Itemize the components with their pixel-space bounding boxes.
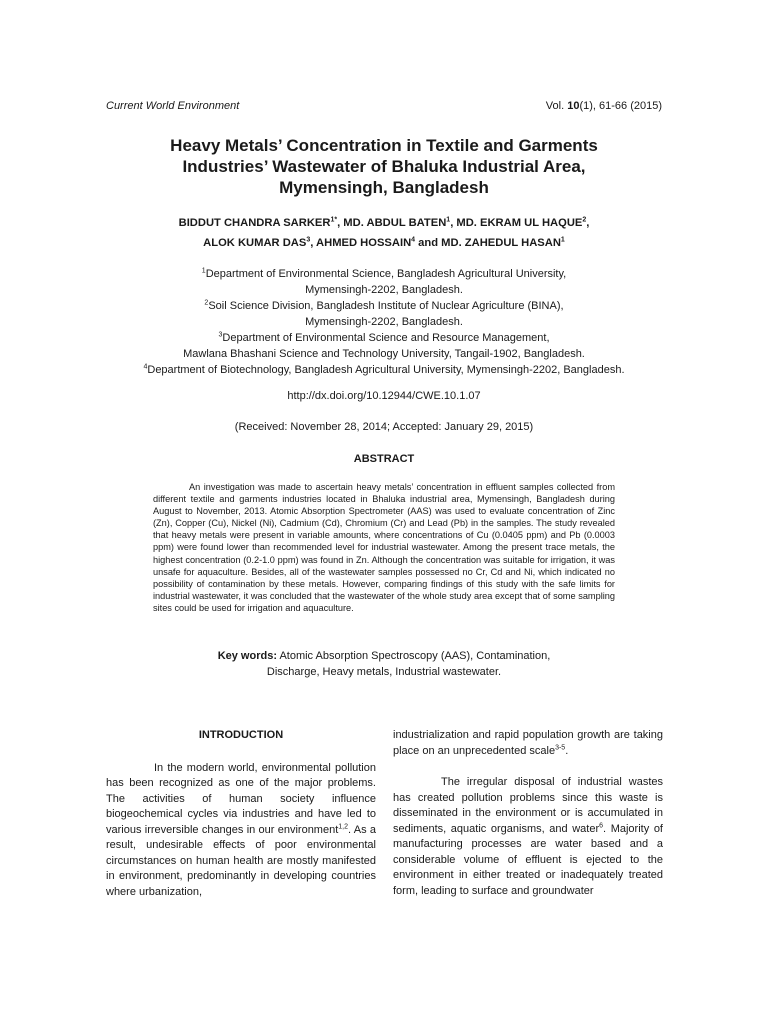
abstract-heading: ABSTRACT bbox=[353, 453, 415, 465]
volume-info bbox=[546, 100, 662, 112]
author-name: , MD. EKRAM UL HAQUE bbox=[450, 217, 583, 229]
keywords-line bbox=[200, 648, 568, 664]
author-separator: , bbox=[586, 217, 590, 229]
author-name: BIDDUT CHANDRA SARKER bbox=[178, 217, 331, 229]
abstract-text: An investigation was made to ascertain heavy metals’ concentration in effluent samples collected from different textile and garments industries located in Bhaluka industrial area, Mymensingh, Bangladesh during August to November, 2013. Atomic Absorption Spectrometer (AAS) was used to evaluate concentration of Zinc (Zn), Copper (Cu), Nickel (Ni), Cadmium (Cd), Chromium (Cr) and Lead (Pb) in the samples. The study revealed that heavy metals were present in variable amounts, where concentrations of Cu (0.0405 ppm) and Pb (0.0003 ppm) were found lower than recommended level for industrial wastewater. Among the present trace metals, the highest concentration (0.2-1.0 ppm) was found in Zn. Although the concentration was suitable for irrigation, it was unsafe for aquaculture. Besides, all of the wastewater samples possessed no Cr, Cd and Ni, which indicated no possibility of contamination by these metals. However, comparing findings of this study with the safe limits for industrial wastewater, it was concluded that the wastewater of the whole study area except that of some sampling sites could be used for irrigation and aquaculture. bbox=[153, 482, 615, 613]
doi-link[interactable]: http://dx.doi.org/10.12944/CWE.10.1.07 bbox=[287, 390, 481, 402]
paragraph-text: . bbox=[565, 744, 569, 757]
paragraph-gap bbox=[393, 759, 663, 775]
introduction-heading: INTRODUCTION bbox=[198, 729, 284, 741]
title-line: Mymensingh, Bangladesh bbox=[279, 178, 489, 197]
affiliation-mark: 1 bbox=[201, 267, 206, 275]
author-name: , AHMED HOSSAIN bbox=[310, 237, 412, 249]
keywords-text: Atomic Absorption Spectroscopy (AAS), Contamination, bbox=[279, 650, 551, 662]
author-list bbox=[60, 213, 708, 253]
author-affiliation-mark: 1* bbox=[330, 216, 338, 224]
intro-paragraph bbox=[106, 761, 376, 901]
affiliation-mark: 2 bbox=[204, 299, 209, 307]
author-line bbox=[60, 233, 708, 253]
affiliation-text: Department of Biotechnology, Bangladesh Agricultural University, Mymensingh-2202, Bangladesh. bbox=[147, 364, 625, 376]
left-column bbox=[106, 728, 376, 900]
paper-title bbox=[60, 135, 708, 198]
affiliation-mark: 3 bbox=[218, 331, 223, 339]
affiliation-line bbox=[60, 330, 708, 346]
affiliation-line: Mawlana Bhashani Science and Technology University, Tangail-1902, Bangladesh. bbox=[183, 348, 585, 360]
author-affiliation-mark: 4 bbox=[411, 236, 416, 244]
author-affiliation-mark: 1 bbox=[560, 236, 565, 244]
affiliation-line: Mymensingh-2202, Bangladesh. bbox=[305, 316, 463, 328]
affiliation-line bbox=[60, 266, 708, 282]
citation-mark: 3-5 bbox=[555, 743, 566, 751]
affiliation-text: Department of Environmental Science, Bangladesh Agricultural University, bbox=[205, 268, 567, 280]
intro-paragraph bbox=[393, 728, 663, 759]
citation-mark: 1,2 bbox=[338, 822, 348, 830]
right-column bbox=[393, 728, 663, 899]
title-line: Industries’ Wastewater of Bhaluka Industrial Area, bbox=[182, 157, 586, 176]
volume-number: 10 bbox=[567, 100, 580, 112]
affiliation-line bbox=[60, 298, 708, 314]
keywords-line: Discharge, Heavy metals, Industrial wastewater. bbox=[266, 666, 502, 678]
received-dates: (Received: November 28, 2014; Accepted: January 29, 2015) bbox=[234, 421, 534, 433]
paragraph-text: . Majority of manufacturing processes are water based and a considerable volume of effluent is ejected to the environment in either treated or inadequately treated form, leading to surface and groundwater bbox=[393, 822, 663, 897]
affiliation-line: Mymensingh-2202, Bangladesh. bbox=[305, 284, 463, 296]
title-line: Heavy Metals’ Concentration in Textile and Garments bbox=[170, 136, 598, 155]
affiliation-text: Department of Environmental Science and Resource Management, bbox=[222, 332, 550, 344]
author-affiliation-mark: 2 bbox=[582, 216, 587, 224]
author-name: ALOK KUMAR DAS bbox=[203, 237, 307, 249]
author-affiliation-mark: 1 bbox=[446, 216, 451, 224]
affiliations bbox=[60, 266, 708, 378]
volume-suffix: (1), 61-66 (2015) bbox=[579, 100, 662, 112]
affiliation-mark: 4 bbox=[143, 363, 148, 371]
journal-name: Current World Environment bbox=[106, 100, 240, 112]
keywords bbox=[200, 648, 568, 680]
intro-paragraph bbox=[393, 775, 663, 899]
paragraph-text: In the modern world, environmental pollution has been recognized as one of the major problems. The activities of human society influence biogeochemical cycles via industries and have led to various irreversible changes in our environment bbox=[106, 761, 376, 836]
citation-mark: 6 bbox=[599, 821, 604, 829]
paragraph-text: The irregular disposal of industrial wastes has created pollution problems since this waste is disseminated in the environment or is accumulated in sediments, aquatic organisms, and water bbox=[393, 776, 663, 835]
keywords-label: Key words: bbox=[217, 650, 277, 662]
volume-prefix: Vol. bbox=[545, 100, 568, 112]
affiliation-line bbox=[60, 362, 708, 378]
paragraph-text: industrialization and rapid population growth are taking place on an unprecedented scale bbox=[393, 729, 663, 757]
author-name: and MD. ZAHEDUL HASAN bbox=[415, 237, 561, 249]
author-line bbox=[60, 213, 708, 233]
affiliation-text: Soil Science Division, Bangladesh Institute of Nuclear Agriculture (BINA), bbox=[208, 300, 564, 312]
paragraph-text: . As a result, undesirable effects of poor environmental circumstances on human health are mostly manifested in environment, predominantly in developing countries where urbanization, bbox=[106, 823, 376, 898]
author-name: , MD. ABDUL BATEN bbox=[337, 217, 447, 229]
author-affiliation-mark: 3 bbox=[306, 236, 311, 244]
